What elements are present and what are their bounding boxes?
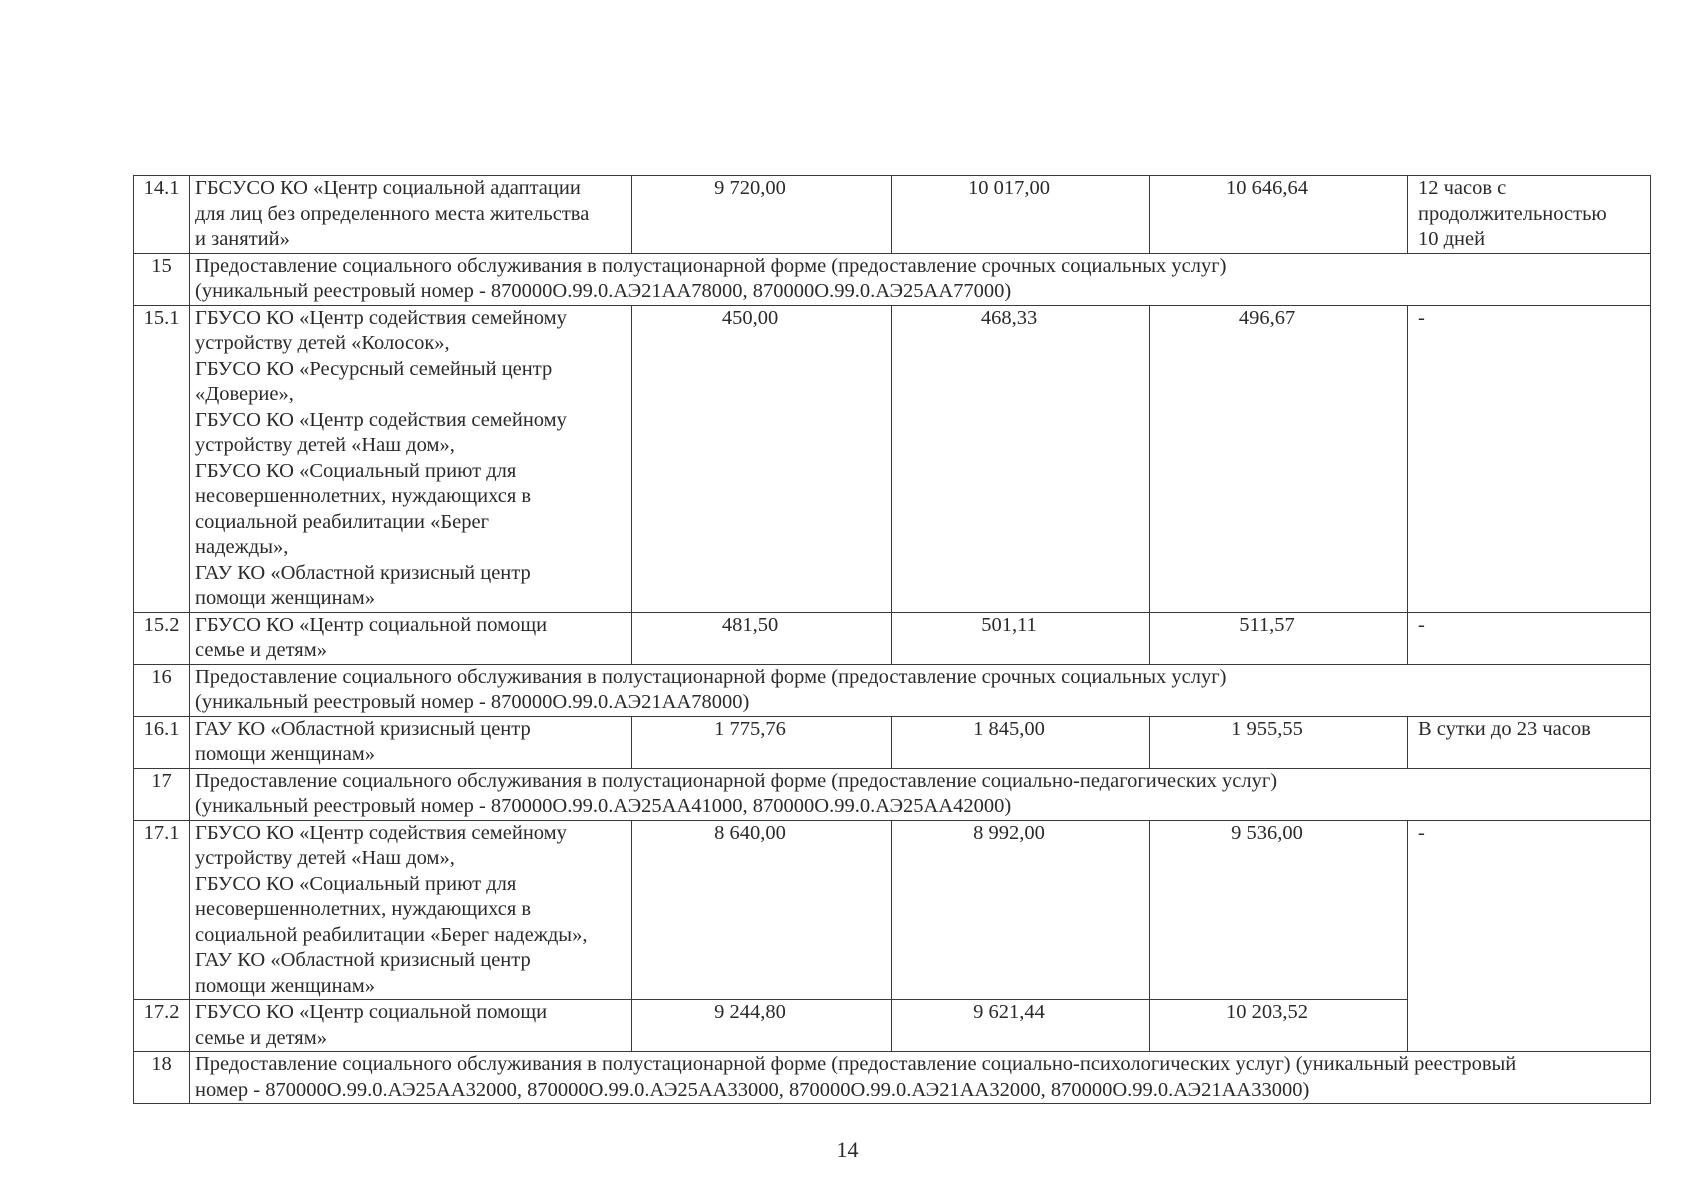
price-value-2: 468,33 [892,305,1150,612]
row-number: 17.2 [134,1000,190,1052]
section-description: Предоставление социального обслуживания в полустационарной форме (предоставление срочных социальных услуг) (уникальный реестровый номер - 870000О.99.0.АЭ21АА78000) [190,664,1651,716]
price-value-1: 8 640,00 [632,820,892,1000]
price-value-2: 10 017,00 [892,176,1150,254]
price-value-1: 1 775,76 [632,716,892,768]
price-value-2: 8 992,00 [892,820,1150,1000]
section-row [134,1052,1651,1104]
row-number: 17.1 [134,820,190,1000]
section-row [134,253,1651,305]
section-description: Предоставление социального обслуживания в полустационарной форме (предоставление социально-психологических услуг) (уникальный реестровый номер - 870000О.99.0.АЭ25АА32000, 870000О.99.0.АЭ25АА33000, 870000О.99.0.АЭ21АА32000, 870000О.99.0.АЭ21АА33000) [190,1052,1651,1104]
service-note: - [1408,820,1651,1052]
row-number: 15.1 [134,305,190,612]
table-row [134,305,1651,612]
section-number: 18 [134,1052,190,1104]
section-number: 15 [134,253,190,305]
provider-name: ГАУ КО «Областной кризисный центр помощи женщинам» [190,716,632,768]
table-row [134,176,1651,254]
section-row [134,664,1651,716]
section-description: Предоставление социального обслуживания в полустационарной форме (предоставление социально-педагогических услуг) (уникальный реестровый номер - 870000О.99.0.АЭ25АА41000, 870000О.99.0.АЭ25АА42000) [190,768,1651,820]
table-row [134,820,1651,1000]
provider-name: ГБУСО КО «Центр социальной помощи семье и детям» [190,612,632,664]
table-row [134,612,1651,664]
section-row [134,768,1651,820]
page-number: 14 [836,1137,859,1162]
row-number: 15.2 [134,612,190,664]
tariff-table [133,175,1651,1104]
table-row [134,716,1651,768]
service-note: 12 часов с продолжительностью 10 дней [1408,176,1651,254]
provider-name: ГБУСО КО «Центр содействия семейному устройству детей «Колосок», ГБУСО КО «Ресурсный семейный центр «Доверие», ГБУСО КО «Центр содействия семейному устройству детей «Наш дом», ГБУСО КО «Социальный приют для несовершеннолетних, нуждающихся в социальной реабилитации «Берег надежды», ГАУ КО «Областной кризисный центр помощи женщинам» [190,305,632,612]
price-value-1: 450,00 [632,305,892,612]
row-number: 16.1 [134,716,190,768]
service-note: - [1408,612,1651,664]
price-value-1: 9 720,00 [632,176,892,254]
section-number: 17 [134,768,190,820]
service-note: - [1408,305,1651,612]
service-note: В сутки до 23 часов [1408,716,1651,768]
price-value-3: 10 646,64 [1150,176,1408,254]
provider-name: ГБУСО КО «Центр содействия семейному устройству детей «Наш дом», ГБУСО КО «Социальный приют для несовершеннолетних, нуждающихся в социальной реабилитации «Берег надежды», ГАУ КО «Областной кризисный центр помощи женщинам» [190,820,632,1000]
price-value-2: 9 621,44 [892,1000,1150,1052]
price-value-3: 496,67 [1150,305,1408,612]
price-value-1: 481,50 [632,612,892,664]
price-value-3: 511,57 [1150,612,1408,664]
provider-name: ГБСУСО КО «Центр социальной адаптации для лиц без определенного места жительства и занятий» [190,176,632,254]
row-number: 14.1 [134,176,190,254]
price-value-3: 10 203,52 [1150,1000,1408,1052]
price-value-3: 1 955,55 [1150,716,1408,768]
price-value-2: 501,11 [892,612,1150,664]
provider-name: ГБУСО КО «Центр социальной помощи семье и детям» [190,1000,632,1052]
section-number: 16 [134,664,190,716]
section-description: Предоставление социального обслуживания в полустационарной форме (предоставление срочных социальных услуг) (уникальный реестровый номер - 870000О.99.0.АЭ21АА78000, 870000О.99.0.АЭ25АА77000) [190,253,1651,305]
price-value-2: 1 845,00 [892,716,1150,768]
price-value-3: 9 536,00 [1150,820,1408,1000]
price-value-1: 9 244,80 [632,1000,892,1052]
